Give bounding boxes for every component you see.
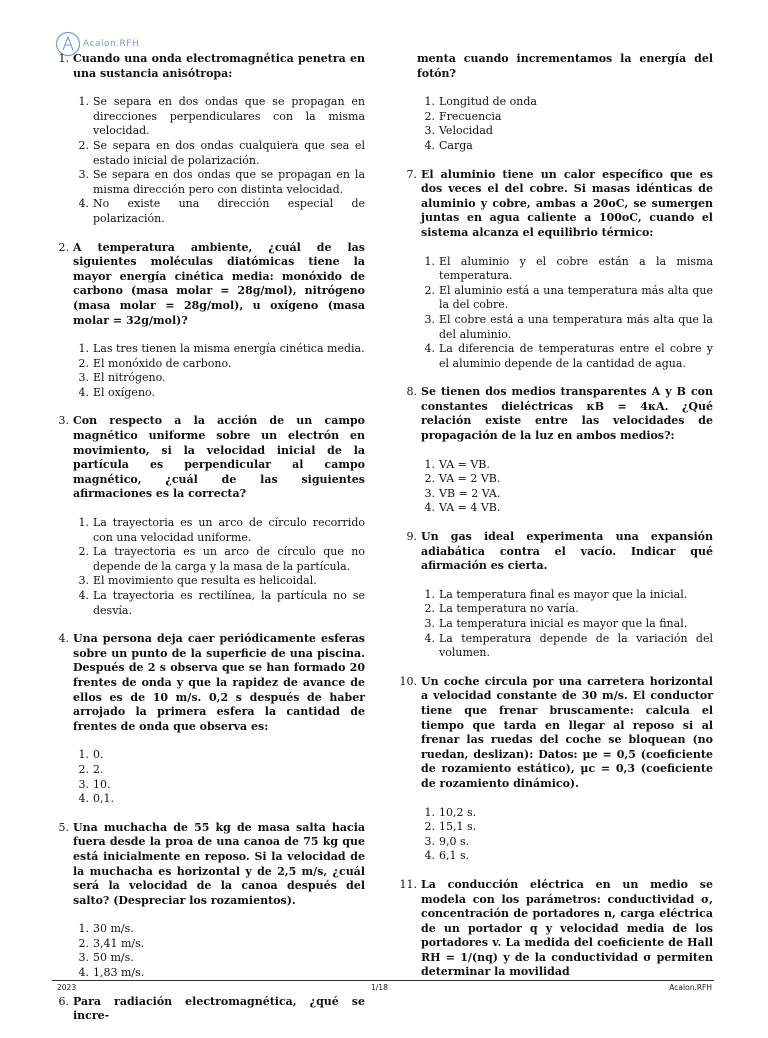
answer-option[interactable] — [398, 124, 713, 139]
answer-option[interactable] — [398, 806, 713, 821]
option-number: 4. — [78, 792, 89, 806]
option-number: 4. — [424, 138, 435, 152]
option-number: 1. — [424, 587, 435, 601]
question-number: 11. — [399, 877, 417, 891]
question-header — [52, 632, 365, 734]
option-number: 4. — [424, 631, 435, 645]
answer-option[interactable] — [52, 966, 365, 981]
option-number: 3. — [78, 168, 89, 182]
answer-option[interactable] — [52, 168, 365, 197]
option-number: 3. — [424, 617, 435, 630]
question-header — [52, 821, 365, 909]
option-number: 2. — [424, 602, 435, 616]
option-text: La temperatura inicial es mayor que la final. — [439, 617, 688, 630]
question-number: 7. — [406, 167, 417, 181]
question-11 — [398, 878, 713, 980]
option-number: 1. — [424, 95, 435, 109]
question-header — [398, 675, 713, 792]
option-number: 2. — [424, 283, 435, 297]
option-text: VA = VB. — [439, 457, 490, 471]
option-number: 2. — [78, 545, 89, 559]
answer-option[interactable] — [52, 386, 365, 401]
answer-option[interactable] — [52, 778, 365, 793]
question-text: Una muchacha de 55 kg de masa salta hacia fuera desde la proa de una canoa de 75 kg que está inicialmente en reposo. Si la velocidad de la muchacha es horizontal y de 2,5 m/s, ¿cuál será la velocidad de la canoa después del salto? (Despreciar los rozamientos). — [73, 820, 365, 907]
option-text: VA = 4 VB. — [439, 501, 501, 515]
option-text: El cobre está a una temperatura más alta que la del aluminio. — [439, 312, 713, 341]
question-text: La conducción eléctrica en un medio se modela con los parámetros: conductividad σ, concentración de portadores n, carga eléctrica de un portador q y velocidad media de los portadores v. La medida del coeficiente de Hall RH = 1/(nq) y de la conductividad σ permiten determinar la movilidad — [421, 877, 713, 979]
question-6 — [52, 995, 365, 1024]
answer-option[interactable] — [52, 937, 365, 952]
option-text: 10. — [93, 777, 111, 791]
option-number: 1. — [424, 805, 435, 819]
options-list — [52, 922, 365, 980]
option-number: 3. — [424, 486, 435, 500]
option-text: 0. — [93, 748, 104, 762]
option-number: 1. — [78, 922, 89, 936]
option-number: 1. — [78, 95, 89, 109]
option-number: 3. — [424, 312, 435, 326]
question-number: 4. — [58, 632, 69, 646]
answer-option[interactable] — [398, 313, 713, 342]
option-number: 1. — [78, 516, 89, 530]
option-number: 4. — [424, 849, 435, 863]
question-continuation — [398, 52, 713, 154]
option-text: 10,2 s. — [439, 805, 477, 819]
answer-option[interactable] — [52, 951, 365, 966]
question-header — [398, 168, 713, 241]
question-text: A temperatura ambiente, ¿cuál de las siguientes moléculas diatómicas tiene la mayor energía cinética media: monóxido de carbono (masa molar = 28g/mol), nitrógeno (masa molar = 28g/mol), u oxígeno (masa molar = 32g/mol)? — [73, 240, 365, 327]
option-text: 0,1. — [93, 792, 114, 806]
option-number: 4. — [78, 197, 89, 211]
option-text: El nitrógeno. — [93, 371, 166, 385]
option-text: Se separa en dos ondas que se propagan en direcciones perpendiculares con la misma velocidad. — [93, 95, 365, 138]
option-text: La trayectoria es rectilínea, la partícula no se desvía. — [93, 589, 365, 617]
options-list — [52, 516, 365, 618]
question-text: Para radiación electromagnética, ¿qué se incre- — [73, 994, 365, 1023]
answer-option[interactable] — [398, 820, 713, 835]
option-text: Las tres tienen la misma energía cinética media. — [93, 342, 365, 356]
answer-option[interactable] — [398, 617, 713, 632]
option-text: Longitud de onda — [439, 95, 537, 109]
option-number: 3. — [424, 124, 435, 138]
question-text: Se tienen dos medios transparentes A y B con constantes dieléctricas κB = 4κA. ¿Qué relación existe entre las velocidades de propagación de la luz en ambos medios?: — [421, 385, 713, 443]
option-number: 3. — [78, 371, 89, 385]
question-header — [398, 530, 713, 574]
options-list — [398, 458, 713, 516]
options-list — [52, 95, 365, 226]
option-number: 3. — [78, 951, 89, 965]
option-text: Se separa en dos ondas que se propagan en la misma dirección pero con distinta velocidad. — [93, 168, 365, 196]
question-number: 6. — [58, 994, 69, 1008]
answer-option[interactable] — [52, 922, 365, 937]
question-1 — [52, 52, 365, 227]
question-header — [398, 878, 713, 980]
option-text: VB = 2 VA. — [439, 486, 501, 500]
option-text: 6,1 s. — [439, 849, 470, 863]
option-text: Frecuencia — [439, 109, 502, 123]
option-text: La trayectoria es un arco de círculo que no depende de la carga y la masa de la partícula. — [93, 545, 365, 573]
options-list — [398, 255, 713, 372]
option-number: 4. — [78, 966, 89, 980]
question-number: 10. — [399, 674, 417, 688]
options-list — [398, 95, 713, 153]
answer-option[interactable] — [398, 632, 713, 661]
answer-option[interactable] — [398, 487, 713, 502]
option-text: La trayectoria es un arco de círculo recorrido con una velocidad uniforme. — [93, 516, 365, 544]
answer-option[interactable] — [52, 371, 365, 386]
question-text: Una persona deja caer periódicamente esferas sobre un punto de la superficie de una piscina. Después de 2 s observa que se han formado 20 frentes de onda y que la rapidez de avance de ellos es de 10 m/s. 0,2 s después de haber arrojado la primera esfera la cantidad de frentes de onda que observa es: — [73, 632, 365, 733]
option-number: 4. — [424, 342, 435, 356]
question-7 — [398, 168, 713, 372]
question-number: 3. — [58, 414, 69, 428]
option-text: La diferencia de temperaturas entre el cobre y el aluminio depende de la cantidad de agua. — [439, 342, 713, 370]
question-number: 8. — [406, 385, 417, 399]
answer-option[interactable] — [398, 602, 713, 617]
answer-option[interactable] — [52, 95, 365, 139]
options-list — [52, 748, 365, 806]
option-number: 2. — [78, 356, 89, 370]
question-header — [398, 385, 713, 443]
question-number: 2. — [58, 240, 69, 254]
question-3 — [52, 414, 365, 618]
option-number: 1. — [78, 342, 89, 356]
option-text: Carga — [439, 138, 473, 152]
option-number: 2. — [424, 820, 435, 834]
options-list — [52, 342, 365, 400]
question-text: Un gas ideal experimenta una expansión adiabática contra el vacío. Indicar qué afirmación es cierta. — [421, 530, 713, 573]
answer-option[interactable] — [52, 516, 365, 545]
answer-option[interactable] — [398, 501, 713, 516]
option-text: El movimiento que resulta es helicoidal. — [93, 574, 317, 588]
logo-text: Acalon.RFH — [83, 39, 140, 49]
option-text: Se separa en dos ondas cualquiera que sea el estado inicial de polarización. — [93, 138, 365, 167]
option-number: 1. — [424, 254, 435, 268]
question-text: El aluminio tiene un calor específico que es dos veces el del cobre. Si masas idénticas de aluminio y cobre, ambas a 20oC, se sumergen juntas en agua caliente a 100oC, cuando el sistema alcanza el equilibrio térmico: — [421, 167, 713, 239]
question-text: Cuando una onda electromagnética penetra en una sustancia anisótropa: — [73, 52, 365, 80]
option-number: 2. — [78, 762, 89, 776]
answer-option[interactable] — [52, 197, 365, 226]
question-header — [52, 995, 365, 1024]
question-number: 1. — [58, 52, 69, 65]
answer-option[interactable] — [398, 110, 713, 125]
option-number: 4. — [78, 589, 89, 602]
option-text: 30 m/s. — [93, 922, 134, 936]
option-text: VA = 2 VB. — [439, 472, 501, 486]
answer-option[interactable] — [398, 284, 713, 313]
options-list — [398, 588, 713, 661]
answer-option[interactable] — [398, 835, 713, 850]
answer-option[interactable] — [398, 95, 713, 110]
question-text: Con respecto a la acción de un campo magnético uniforme sobre un electrón en movimiento, si la velocidad inicial de la partícula es perpendicular al campo magnético, ¿cuál de las siguientes afirmaciones es la correcta? — [73, 414, 365, 501]
question-4 — [52, 632, 365, 807]
question-number: 5. — [58, 820, 69, 834]
option-text: No existe una dirección especial de polarización. — [93, 197, 365, 225]
answer-option[interactable] — [398, 588, 713, 603]
answer-option[interactable] — [398, 139, 713, 154]
option-text: La temperatura no varía. — [439, 602, 579, 616]
option-text: 3,41 m/s. — [93, 936, 145, 950]
question-10 — [398, 675, 713, 864]
option-number: 2. — [78, 936, 89, 950]
option-text: 9,0 s. — [439, 834, 470, 848]
answer-option[interactable] — [52, 792, 365, 807]
option-text: El aluminio y el cobre están a la misma temperatura. — [439, 254, 713, 283]
option-text: El oxígeno. — [93, 385, 155, 399]
option-number: 1. — [424, 457, 435, 471]
answer-option[interactable] — [52, 139, 365, 168]
left-column — [52, 52, 365, 1038]
right-column — [398, 52, 713, 994]
question-header — [52, 52, 365, 81]
answer-option[interactable] — [52, 748, 365, 763]
answer-option[interactable] — [52, 574, 365, 589]
answer-option[interactable] — [398, 458, 713, 473]
option-text: El monóxido de carbono. — [93, 356, 232, 370]
option-number: 3. — [78, 777, 89, 791]
option-text: El aluminio está a una temperatura más alta que la del cobre. — [439, 283, 713, 312]
option-text: 2. — [93, 762, 104, 776]
answer-option[interactable] — [52, 763, 365, 778]
footer-divider — [52, 980, 714, 981]
answer-option[interactable] — [52, 342, 365, 357]
option-number: 1. — [78, 748, 89, 762]
option-text: 15,1 s. — [439, 820, 477, 834]
option-number: 2. — [424, 472, 435, 486]
option-number: 2. — [424, 109, 435, 123]
answer-option[interactable] — [52, 357, 365, 372]
option-number: 4. — [424, 501, 435, 515]
option-number: 2. — [78, 138, 89, 152]
option-number: 4. — [78, 385, 89, 399]
question-5 — [52, 821, 365, 981]
question-8 — [398, 385, 713, 516]
option-text: Velocidad — [439, 124, 493, 138]
answer-option[interactable] — [398, 849, 713, 864]
question-text: Un coche circula por una carretera horizontal a velocidad constante de 30 m/s. El conductor tiene que frenar bruscamente: calcula el tiempo que tarda en llegar al reposo si al frenar las ruedas del coche se bloquean (no ruedan, deslizan): Datos: μe = 0,5 (coeficiente de rozamiento estático), μc = 0,3 (coeficiente de rozamiento dinámico). — [421, 674, 713, 790]
footer-page-number: 1/18 — [371, 983, 388, 992]
question-text: menta cuando incrementamos la energía del fotón? — [417, 52, 713, 80]
answer-option[interactable] — [398, 342, 713, 371]
answer-option[interactable] — [52, 589, 365, 618]
footer-year: 2023 — [57, 983, 77, 992]
option-text: 50 m/s. — [93, 951, 134, 965]
question-header — [52, 241, 365, 329]
answer-option[interactable] — [398, 472, 713, 487]
question-2 — [52, 241, 365, 401]
options-list — [398, 806, 713, 864]
option-text: La temperatura final es mayor que la inicial. — [439, 587, 688, 601]
answer-option[interactable] — [398, 255, 713, 284]
question-number: 9. — [406, 530, 417, 544]
answer-option[interactable] — [52, 545, 365, 574]
option-text: 1,83 m/s. — [93, 966, 145, 980]
option-number: 3. — [424, 834, 435, 848]
option-text: La temperatura depende de la variación del volumen. — [439, 631, 713, 660]
question-9 — [398, 530, 713, 661]
option-number: 3. — [78, 574, 89, 588]
question-header — [52, 414, 365, 502]
footer-brand: Acalon.RFH — [669, 983, 712, 992]
